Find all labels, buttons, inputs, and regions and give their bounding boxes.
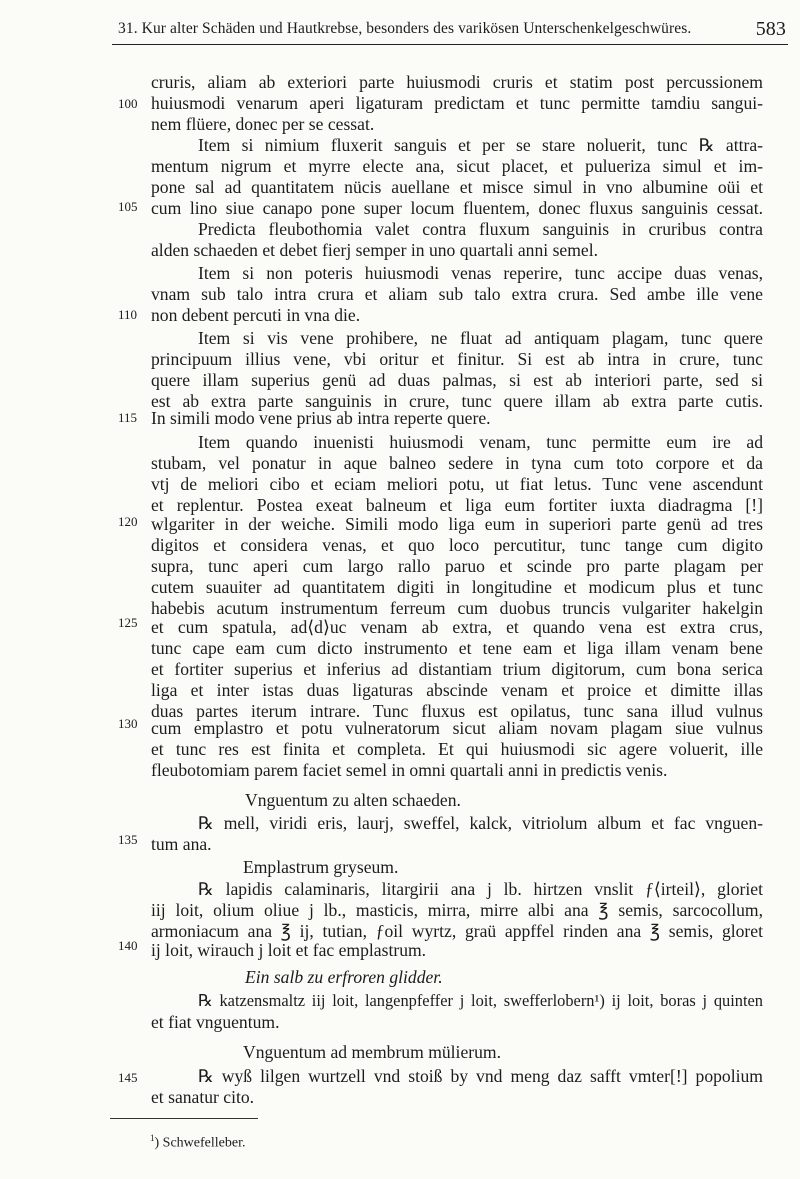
text-line: wlgariter in der weiche. Simili modo liga eum in superiori parte genü ad tres	[151, 514, 763, 534]
text-line: vtj de meliori cibo et eciam meliori potu, ut fiat letus. Tunc vene ascendunt	[151, 474, 763, 494]
text-line: Item si nimium fluxerit sanguis et per se stare noluerit, tunc ℞ attra-	[198, 135, 763, 155]
line-number: 100	[118, 96, 138, 111]
footnote-text: ) Schwefelleber.	[154, 1135, 246, 1151]
text-line: habebis acutum instrumentum ferreum cum duobus truncis vulgariter hakelgin	[151, 598, 763, 618]
text-line: ℞ lapidis calaminaris, litargirii ana j lb. hirtzen vnslit ƒ⟨irteil⟩, gloriet	[198, 879, 763, 899]
text-line: ℞ mell, viridi eris, laurj, sweffel, kalck, vitriolum album et fac vnguen-	[198, 813, 763, 833]
line-number: 140	[118, 938, 138, 953]
recipe-heading: Vnguentum ad membrum mülierum.	[243, 1042, 501, 1062]
text-line: et sanatur cito.	[151, 1087, 255, 1107]
text-line: digitos et considera venas, et quo loco percutitur, tunc tange cum digito	[151, 535, 763, 555]
page-number: 583	[755, 18, 786, 40]
text-line: Predicta fleubothomia valet contra fluxum sanguinis in cruribus contra	[198, 219, 763, 239]
text-line: cum lino siue canapo pone super locum fluentem, donec fluxus sanguinis cessat.	[151, 198, 763, 218]
line-number: 125	[118, 615, 138, 630]
text-line: ij loit, wirauch j loit et fac emplastrum.	[151, 940, 427, 960]
recipe-heading: Ein salb zu erfroren glidder.	[245, 967, 443, 987]
text-line: Item si vis vene prohibere, ne fluat ad antiquam plagam, tunc quere	[198, 328, 763, 348]
text-line: pone sal ad quantitatem nücis auellane et misce simul in vno albumine oüi et	[151, 177, 763, 197]
line-number: 135	[118, 832, 138, 847]
text-line: cruris, aliam ab exteriori parte huiusmodi cruris et statim post percussionem	[151, 72, 763, 92]
text-line: mentum nigrum et myrre electe ana, sicut placet, et pulueriza simul et im-	[151, 156, 763, 176]
text-line: alden schaeden et debet fierj semper in uno quartali anni semel.	[151, 240, 598, 260]
text-line: armoniacum ana ℥ ij, tutian, ƒoil wyrtz, graü appffel rinden ana ℥ semis, gloret	[151, 921, 763, 941]
text-line: In simili modo vene prius ab intra reperte quere.	[151, 408, 491, 428]
text-line: vnam sub talo intra crura et aliam sub talo extra crura. Sed ambe ille vene	[151, 284, 763, 304]
footnote-rule	[110, 1118, 258, 1119]
text-line: duas partes iterum intrare. Tunc fluxus est opilatus, tunc sana illud vulnus	[151, 701, 763, 721]
footnote-marker: 1	[150, 1133, 155, 1143]
text-line: ℞ katzensmaltz iij loit, langenpfeffer j loit, swefferlobern¹) ij loit, boras j quinten	[198, 991, 763, 1010]
line-number: 145	[118, 1070, 138, 1085]
header-rule	[112, 44, 788, 45]
text-line: et cum spatula, ad⟨d⟩uc venam ab extra, et quando vena est extra crus,	[151, 617, 763, 637]
text-line: liga et inter istas duas ligaturas abscinde venam et proice et dimitte illas	[151, 680, 763, 700]
text-line: cum emplastro et potu vulneratorum sicut aliam novam plagam siue vulnus	[151, 718, 763, 738]
text-line: est ab extra parte sanguinis in crure, tunc quere illam ab extra parte cutis.	[151, 391, 763, 411]
text-line: tum ana.	[151, 834, 212, 854]
line-number: 130	[118, 716, 138, 731]
line-number: 105	[118, 199, 138, 214]
running-header	[118, 20, 786, 38]
text-line: cutem suauiter ad quantitatem digiti in longitudine et modicum plus et tunc	[151, 577, 763, 597]
text-line: Item si non poteris huiusmodi venas reperire, tunc accipe duas venas,	[198, 263, 763, 283]
recipe-heading: Emplastrum gryseum.	[243, 857, 399, 877]
text-line: nem flüere, donec per se cessat.	[151, 114, 375, 134]
footnote	[150, 1133, 245, 1152]
text-line: et fortiter superius et inferius ad distantiam trium digitorum, cum bona serica	[151, 659, 763, 679]
text-line: fleubotomiam parem faciet semel in omni quartali anni in predictis venis.	[151, 760, 668, 780]
recipe-heading: Vnguentum zu alten schaeden.	[245, 790, 461, 810]
text-line: et replentur. Postea exeat balneum et liga eum fortiter iuxta diadragma [!]	[151, 495, 763, 515]
text-line: stubam, vel ponatur in aque balneo sedere in tyna cum toto corpore et da	[151, 453, 763, 473]
text-line: quere illam superius genü ad duas palmas, si est ab interiori parte, sed si	[151, 370, 763, 390]
text-line: ℞ wyß lilgen wurtzell vnd stoiß by vnd meng daz safft vmter[!] popolium	[198, 1066, 763, 1086]
text-line: et tunc res est finita et completa. Et qui huiusmodi sic agere voluerit, ille	[151, 739, 763, 759]
line-number: 120	[118, 514, 138, 529]
text-line: non debent percuti in vna die.	[151, 305, 361, 325]
text-line: et fiat vnguentum.	[151, 1012, 280, 1032]
line-number: 110	[118, 307, 138, 322]
line-number: 115	[118, 410, 138, 425]
text-line: huiusmodi venarum aperi ligaturam predictam et tunc permitte tamdiu sangui-	[151, 93, 763, 113]
text-line: iij loit, olium oliue j lb., masticis, mirra, mirre albi ana ℥ semis, sarcocollum,	[151, 900, 763, 920]
text-line: principuum illius vene, vbi oritur et finitur. Si est ab intra in crure, tunc	[151, 349, 763, 369]
running-title: 31. Kur alter Schäden und Hautkrebse, besonders des varikösen Unterschenkelgeschwüres.	[118, 20, 692, 37]
text-line: tunc cape eam cum dicto instrumento et tene eam et liga illam venam bene	[151, 638, 763, 658]
text-line: Item quando inuenisti huiusmodi venam, tunc permitte eum ire ad	[198, 432, 763, 452]
text-line: supra, tunc aperi cum largo rallo paruo et scinde pro parte plagam per	[151, 556, 763, 576]
